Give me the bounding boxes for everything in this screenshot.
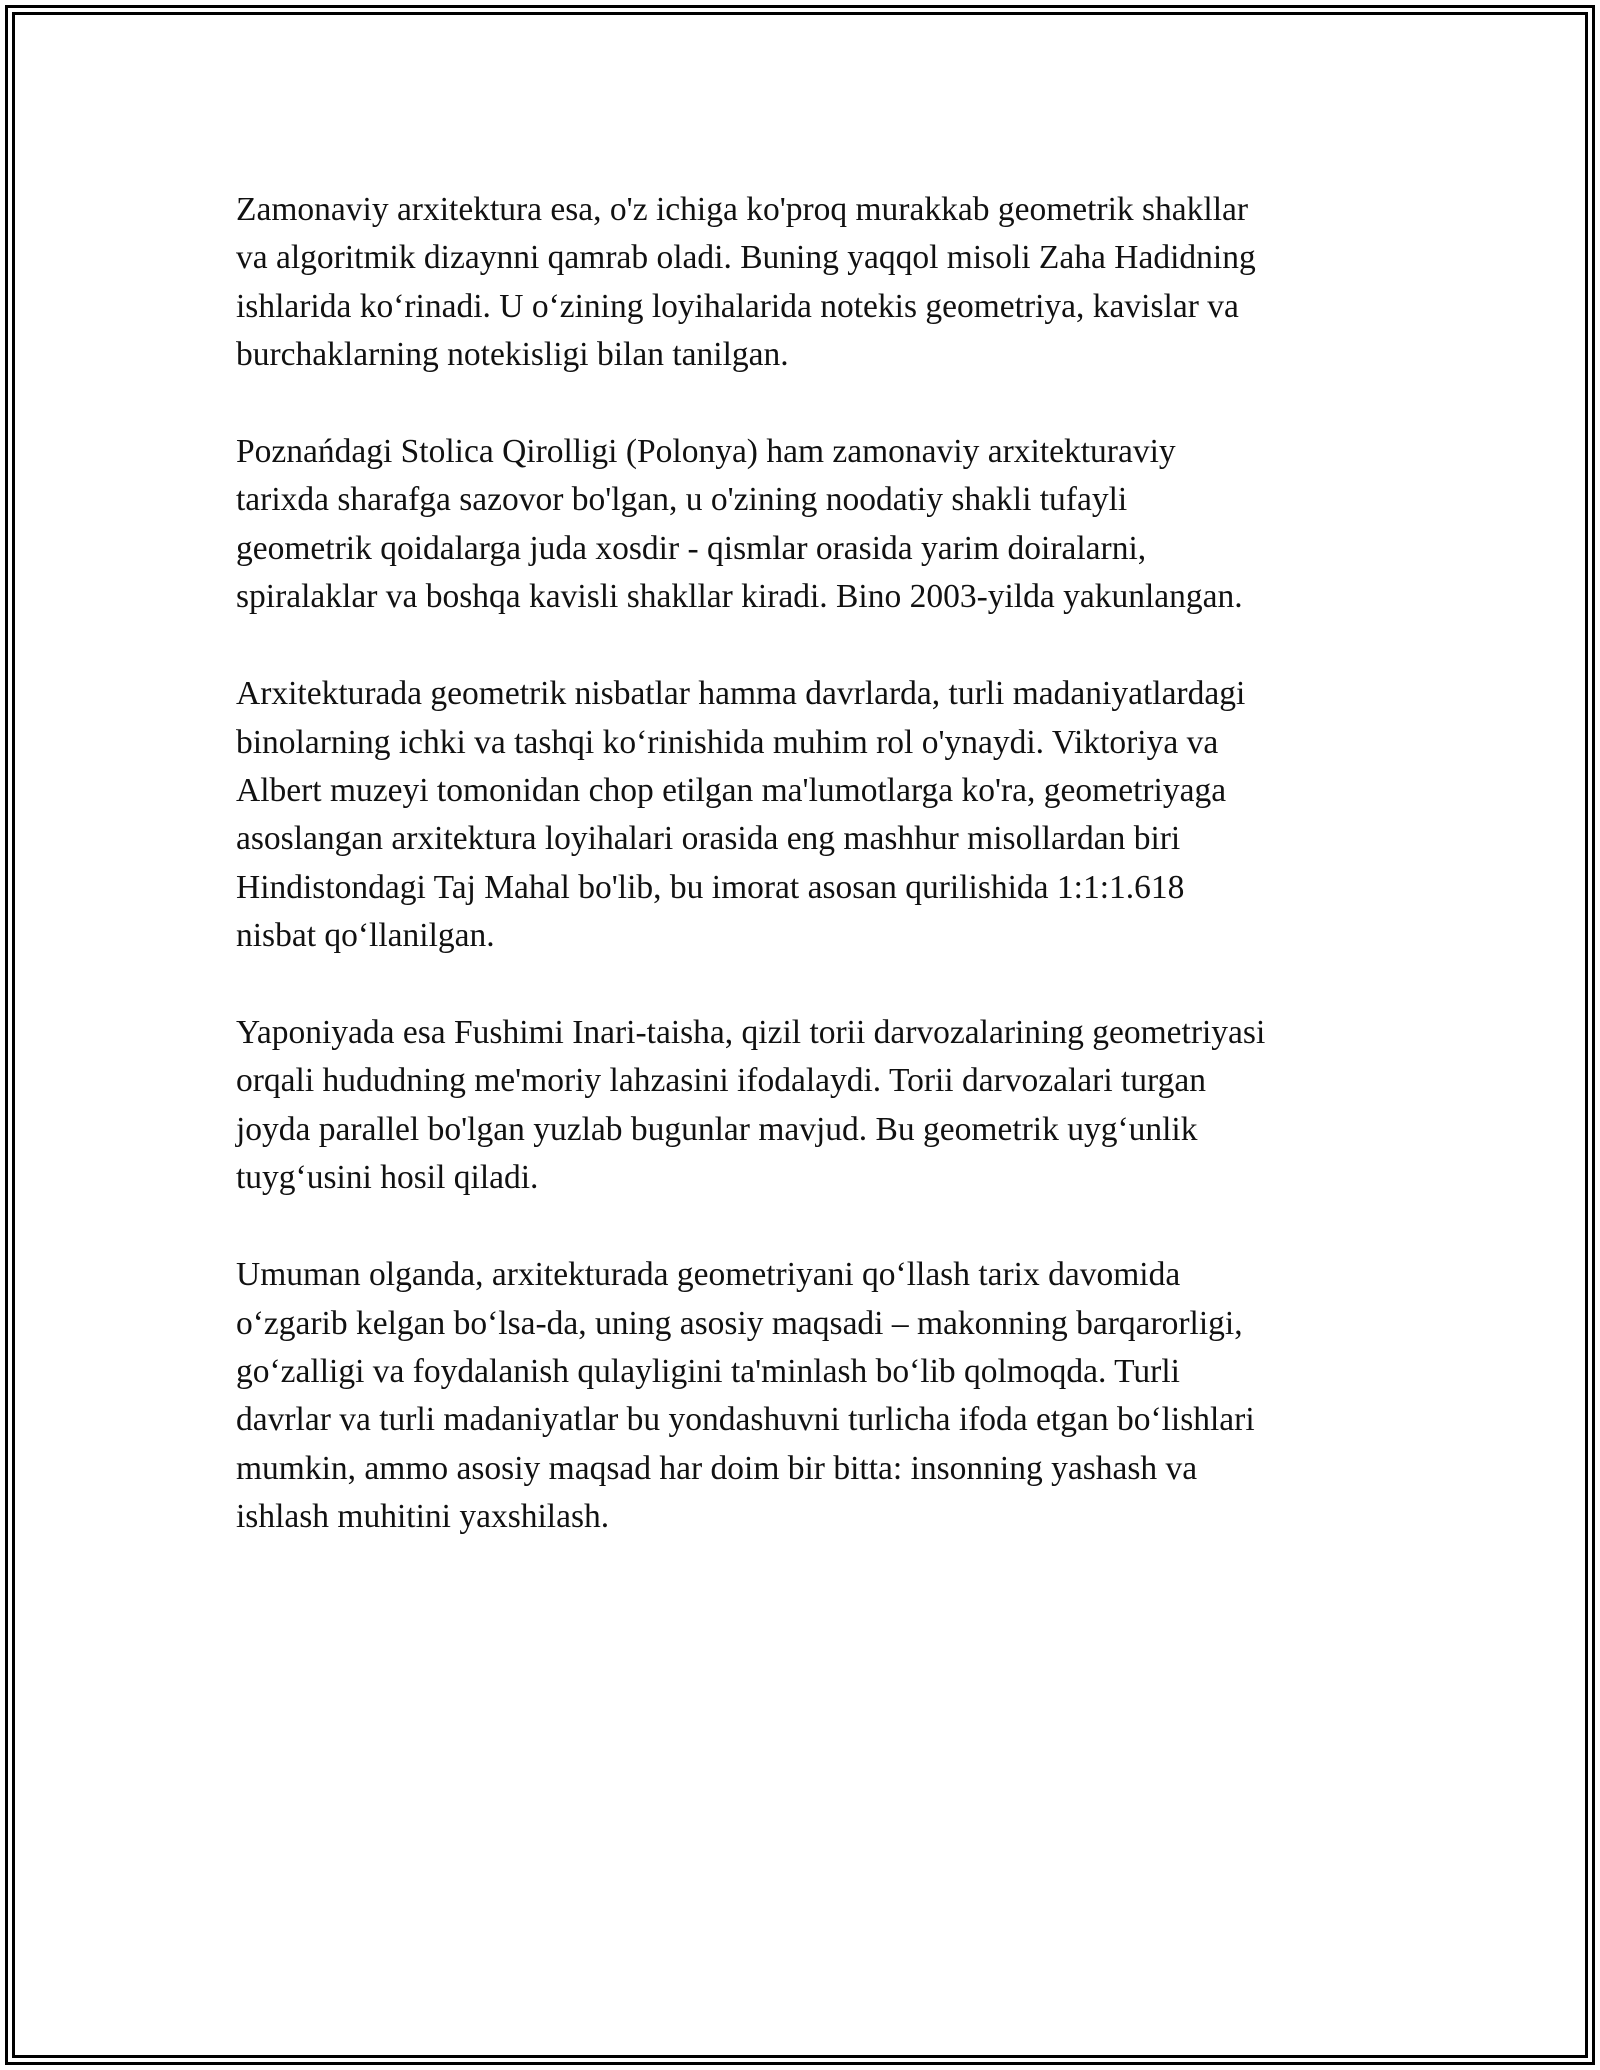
paragraph-5: Umuman olganda, arxitekturada geometriyani qo‘llash tarix davomida o‘zgarib kelgan bo‘lsa-da, uning asosiy maqsadi – makonning barqarorligi, go‘zalligi va foydalanish qulayligini ta'minlash bo‘lib qolmoqda. Turli davrlar va turli madaniyatlar bu yondashuvni turlicha ifoda etgan bo‘lishlari mumkin, ammo asosiy maqsad har doim bir bitta: insonning yashash va ishlash muhitini yaxshilash.: [236, 1256, 1255, 1535]
paragraph-3: Arxitekturada geometrik nisbatlar hamma davrlarda, turli madaniyatlardagi binolarning ichki va tashqi ko‘rinishida muhim rol o'ynaydi. Viktoriya va Albert muzeyi tomonidan chop etilgan ma'lumotlarga ko'ra, geometriyaga asoslangan arxitektura loyihalari orasida eng mashhur misollardan biri Hindistondagi Taj Mahal bo'lib, bu imorat asosan qurilishida 1:1:1.618 nisbat qo‘llanilgan.: [236, 675, 1246, 954]
paragraph-4: Yaponiyada esa Fushimi Inari-taisha, qizil torii darvozalarining geometriyasi orqali hududning me'moriy lahzasini ifodalaydi. Torii darvozalari turgan joyda parallel bo'lgan yuzlab bugunlar mavjud. Bu geometrik uyg‘unlik tuyg‘usini hosil qiladi.: [236, 1014, 1266, 1197]
paragraph-1: Zamonaviy arxitektura esa, o'z ichiga ko'proq murakkab geometrik shakllar va algoritmik dizaynni qamrab oladi. Buning yaqqol misoli Zaha Hadidning ishlarida ko‘rinadi. U o‘zining loyihalarida notekis geometriya, kavislar va burchaklarning notekisligi bilan tanilgan.: [236, 191, 1256, 373]
document-body: [236, 186, 1376, 1590]
paragraph-2: Poznańdagi Stolica Qirolligi (Polonya) ham zamonaviy arxitekturaviy tarixda sharafga sazovor bo'lgan, u o'zining noodatiy shakli tufayli geometrik qoidalarga juda xosdir - qismlar orasida yarim doiralarni, spiralaklar va boshqa kavisli shakllar kiradi. Bino 2003-yilda yakunlangan.: [236, 433, 1243, 616]
